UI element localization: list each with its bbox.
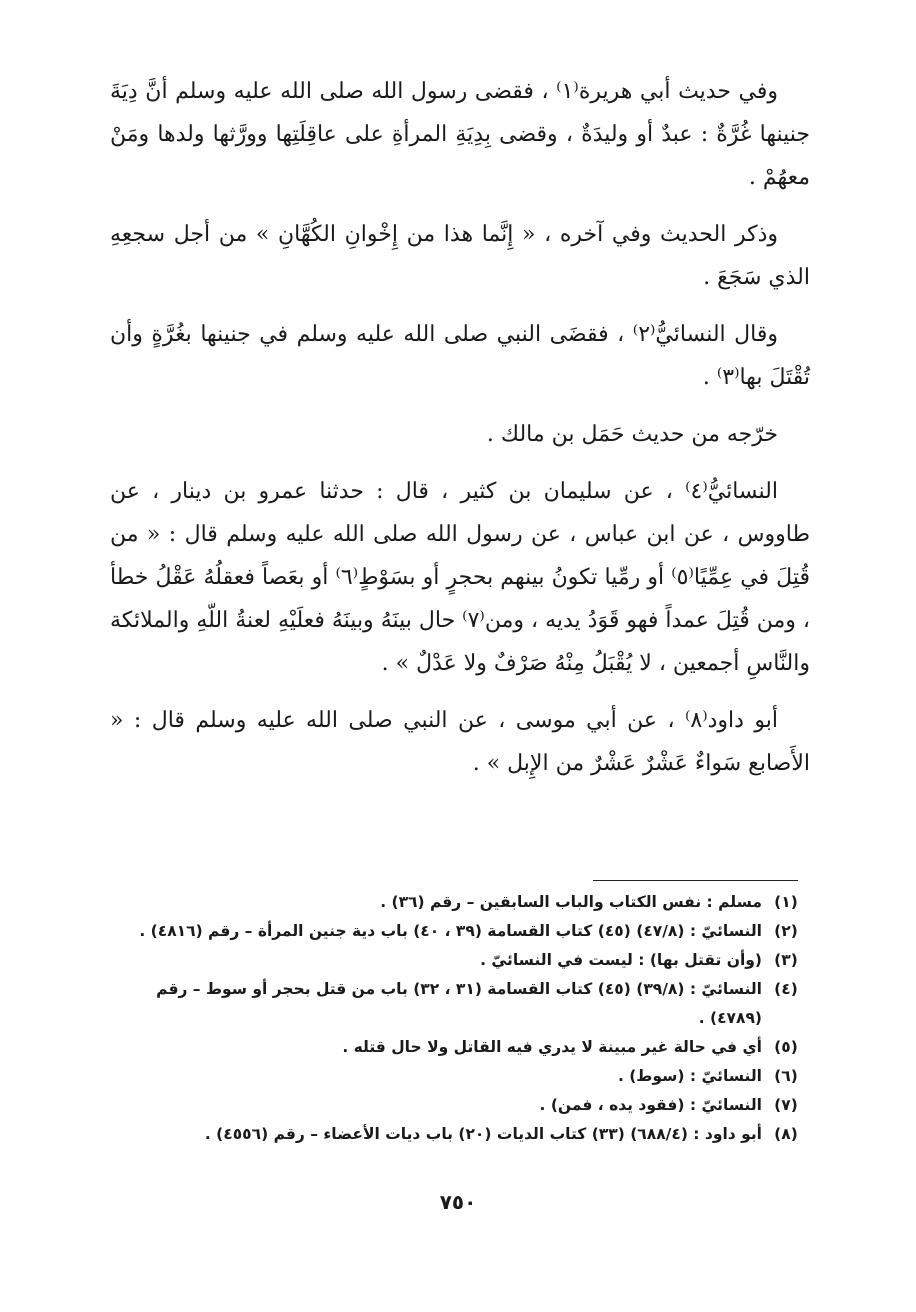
footnote-text: أبو داود : (٦٨٨/٤) (٣٣) كتاب الديات (٢٠) باب ديات الأعضاء – رقم (٤٥٥٦) . (204, 1125, 762, 1143)
footnote-number: (٢) (774, 922, 798, 940)
paragraph: خرّجه من حديث حَمَل بن مالك . (486, 422, 778, 447)
footnote-number: (٤) (774, 980, 798, 998)
footnote-text: مسلم : نفس الكتاب والباب السابقين – رقم (٣٦) . (380, 893, 762, 911)
footnote (110, 1033, 810, 1062)
footnote (110, 1062, 810, 1091)
footnote (110, 946, 810, 975)
footnote (110, 888, 810, 917)
footnote-number: (٣) (774, 951, 798, 969)
paragraph: أبو داود⁽٨⁾ ، عن أبي موسى ، عن النبي صلى الله عليه وسلم قال : « الأَصابع سَواءٌ عَشْرٌ عَشْرٌ من الإِبل » . (110, 708, 810, 776)
footnote-number: (٥) (774, 1038, 798, 1056)
footnote (110, 1120, 810, 1149)
footnote-text: النسائيّ : (سوط) . (617, 1067, 762, 1085)
footnote-text: النسائيّ : (فقود يده ، فمن) . (539, 1096, 762, 1114)
paragraph: وقال النسائيُّ⁽٢⁾ ، فقضَى النبي صلى الله عليه وسلم في جنينها بغُرَّةٍ وأن تُقْتَلَ بها⁽٣⁾ . (110, 322, 810, 390)
footnote-number: (٨) (774, 1125, 798, 1143)
footnote-text: النسائيّ : (٤٧/٨) (٤٥) كتاب القسامة (٣٩ ، ٤٠) باب دية جنين المرأة – رقم (٤٨١٦) . (139, 922, 762, 940)
paragraph: وفي حديث أبي هريرة⁽١⁾ ، فقضى رسول الله صلى الله عليه وسلم أنَّ دِيَةَ جنينها غُرَّةٌ : عبدٌ أو وليدَةٌ ، وقضى بِدِيَةِ المرأةِ على عاقِلَتِها وورَّثها ولدها ومَنْ معهُمْ . (110, 79, 810, 190)
main-text (110, 70, 810, 799)
footnote-text: (وأن تقتل بها) : ليست في النسائيّ . (480, 951, 762, 969)
footnote-number: (٦) (774, 1067, 798, 1085)
footnote-divider (593, 880, 798, 881)
footnote-number: (٧) (774, 1096, 798, 1114)
footnote-number: (١) (774, 893, 798, 911)
page-number: ٧٥٠ (439, 1190, 477, 1214)
footnote-text: أي في حالة غير مبينة لا يدري فيه القاتل ولا حال قتله . (342, 1038, 762, 1056)
footnotes (110, 888, 810, 1149)
footnote (110, 1091, 810, 1120)
footnote-text: النسائيّ : (٣٩/٨) (٤٥) كتاب القسامة (٣١ ، ٣٢) باب من قتل بحجر أو سوط – رقم (٤٧٨٩) . (156, 980, 762, 1027)
footnote (110, 917, 810, 946)
paragraph: النسائيُّ⁽٤⁾ ، عن سليمان بن كثير ، قال : حدثنا عمرو بن دينار ، عن طاووس ، عن ابن عباس ، عن رسول الله صلى الله عليه وسلم قال : « من قُتِلَ في عِمِّيًا⁽٥⁾ أو رمِّيا تكونُ بينهم بحجرٍ أو بسَوْطٍ⁽٦⁾ أو بعَصاً فعقلُهُ عَقْلُ خطأ ، ومن قُتِلَ عمداً فهو قَوَدُ يديه ، ومن⁽٧⁾ حال بينَهُ وبينَهُ فعلَيْهِ لعنةُ اللّهِ والملائكة والنَّاسِ أجمعين ، لا يُقْبَلُ مِنْهُ صَرْفٌ ولا عَدْلٌ » . (110, 479, 810, 676)
paragraph: وذكر الحديث وفي آخره ، « إِنَّما هذا من إِخْوانِ الكُهَّانِ » من أجل سجعِهِ الذي سَجَعَ . (110, 222, 810, 290)
footnote (110, 975, 810, 1033)
